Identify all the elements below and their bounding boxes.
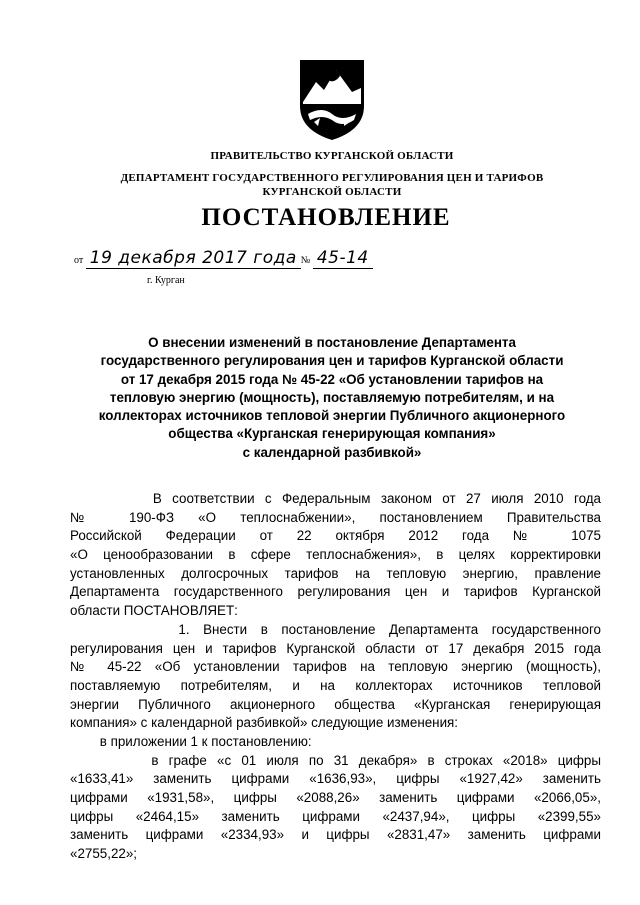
subject-line: общества «Курганская генерирующая компания» <box>168 426 496 442</box>
resolution-body <box>70 490 601 864</box>
body-line: заменить цифрами «2334,93» и цифры «2831,47» заменить цифрами <box>70 827 601 843</box>
subject-line: государственного регулирования цен и тарифов Курганской области <box>100 353 564 369</box>
body-line: области ПОСТАНОВЛЯЕТ: <box>70 603 238 619</box>
body-line: Российской Федерации от 22 октября 2012 года № 1075 <box>70 528 601 544</box>
body-line: «2755,22»; <box>70 846 138 862</box>
body-line: установленных долгосрочных тарифов на тепловую энергию, правление <box>70 565 601 581</box>
body-line: «1633,41» заменить цифрами «1636,93», цифры «1927,42» заменить <box>70 771 601 787</box>
body-line: 1. Внести в постановление Департамента государственного <box>70 621 601 637</box>
date-number-row <box>74 248 373 268</box>
department-name-line2: КУРГАНСКОЙ ОБЛАСТИ <box>262 186 402 198</box>
body-line: в графе «с 01 июля по 31 декабря» в строках «2018» цифры <box>70 752 601 768</box>
subject-line: от 17 декабря 2015 года № 45-22 «Об установлении тарифов на <box>120 371 544 387</box>
department-name <box>12 171 640 199</box>
body-line: № 45-22 «Об установлении тарифов на тепловую энергию (мощность), <box>70 659 601 675</box>
government-name: ПРАВИТЕЛЬСТВО КУРГАНСКОЙ ОБЛАСТИ <box>210 150 454 162</box>
body-line: в приложении 1 к постановлению: <box>70 733 312 749</box>
subject-line: О внесении изменений в постановление Департамента <box>148 335 516 350</box>
document-type-title: ПОСТАНОВЛЕНИЕ <box>201 204 451 231</box>
number-label: № <box>300 255 311 266</box>
subject-line: коллекторах источников тепловой энергии Публичного акционерного <box>98 408 566 424</box>
body-line: компания» с календарной разбивкой» следующие изменения: <box>70 715 459 731</box>
body-line: «О ценообразовании в сфере теплоснабжения», в целях корректировки <box>70 547 601 563</box>
from-label: от <box>74 255 84 266</box>
body-line: № 190-ФЗ «О теплоснабжении», постановлением Правительства <box>70 509 601 525</box>
body-line: регулирования цен и тарифов Курганской области от 17 декабря 2015 года <box>70 640 601 656</box>
coat-of-arms-emblem <box>296 58 368 142</box>
body-line: цифры «2464,15» заменить цифрами «2437,94», цифры «2399,55» <box>70 808 601 824</box>
resolution-subject <box>58 334 606 462</box>
department-name-line1: ДЕПАРТАМЕНТ ГОСУДАРСТВЕННОГО РЕГУЛИРОВАНИЯ ЦЕН И ТАРИФОВ <box>120 172 544 184</box>
body-line: цифрами «1931,58», цифры «2088,26» заменить цифрами «2066,05», <box>70 790 601 805</box>
handwritten-date: 19 декабря 2017 года <box>86 248 301 269</box>
body-line: В соответствии с Федеральным законом от 27 июля 2010 года <box>70 491 601 506</box>
body-line: Департамента государственного регулирования цен и тарифов Курганской <box>70 584 601 600</box>
body-line: поставляемую потребителям, и на коллекторах источников тепловой <box>70 677 601 693</box>
subject-line: тепловую энергию (мощность), поставляемую потребителям, и на <box>109 389 555 405</box>
handwritten-number: 45-14 <box>313 248 373 269</box>
body-line: энергии Публичного акционерного общества «Курганская генерирующая <box>70 696 601 712</box>
city-name: г. Курган <box>147 275 185 286</box>
subject-line: с календарной разбивкой» <box>242 444 422 460</box>
